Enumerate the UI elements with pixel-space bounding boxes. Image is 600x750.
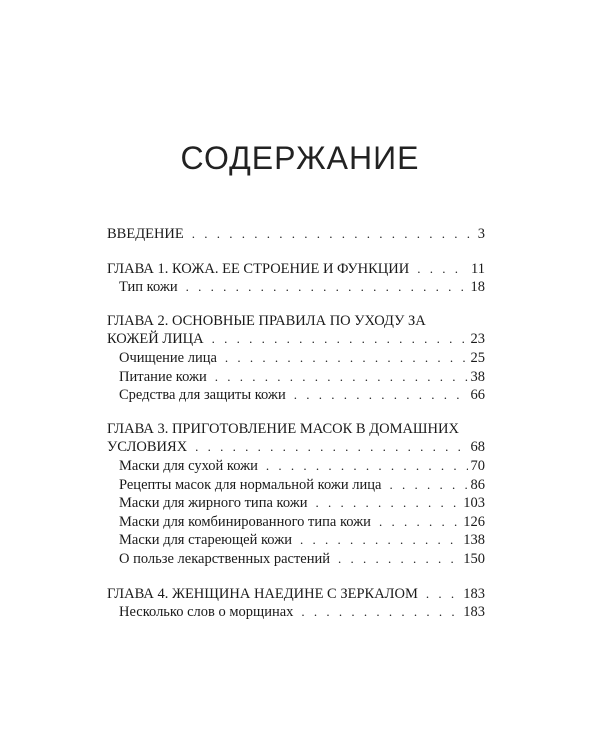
dot-leader xyxy=(195,438,467,456)
toc-entry-label: Питание кожи xyxy=(119,368,207,385)
toc-page-number: 86 xyxy=(470,476,485,493)
toc-entry-label: Средства для защиты кожи xyxy=(119,387,286,404)
toc-page-number: 18 xyxy=(470,279,485,296)
toc-entry[interactable] xyxy=(107,368,485,387)
dot-leader xyxy=(212,330,468,348)
toc-chapter-label: КОЖЕЙ ЛИЦА xyxy=(107,331,204,348)
toc-entry-label: Рецепты масок для нормальной кожи лица xyxy=(119,476,382,493)
dot-leader xyxy=(316,494,461,512)
toc-page-number: 126 xyxy=(463,513,485,530)
toc-chapter-1[interactable] xyxy=(107,260,485,279)
page-title: СОДЕРЖАНИЕ xyxy=(180,140,420,176)
toc-page-number: 66 xyxy=(470,387,485,404)
dot-leader xyxy=(301,603,460,621)
toc-entry-label: Несколько слов о морщинах xyxy=(119,604,294,621)
dot-leader xyxy=(426,585,460,603)
toc-entry[interactable] xyxy=(107,476,485,495)
toc-entry-label: Тип кожи xyxy=(119,279,178,296)
toc-page-number: 25 xyxy=(470,349,485,366)
dot-leader xyxy=(300,531,460,549)
toc-page-number: 103 xyxy=(463,495,485,512)
dot-leader xyxy=(417,260,468,278)
toc-page-number: 23 xyxy=(470,331,485,348)
dot-leader xyxy=(338,550,460,568)
toc-page-number: 68 xyxy=(470,439,485,456)
toc-chapter-label: УСЛОВИЯХ xyxy=(107,439,188,456)
toc-page-number: 3 xyxy=(477,226,485,242)
toc-page-number: 138 xyxy=(463,532,485,549)
toc-page-number: 150 xyxy=(463,550,485,567)
toc-entry-label: Очищение лица xyxy=(119,349,217,366)
toc-entry-label: О пользе лекарственных растений xyxy=(119,550,331,567)
toc-page-number: 183 xyxy=(463,604,485,621)
toc-chapter-label: ГЛАВА 1. КОЖА. ЕЕ СТРОЕНИЕ И ФУНКЦИИ xyxy=(107,260,410,277)
toc-entry-label: Маски для жирного типа кожи xyxy=(119,495,308,512)
toc-entry[interactable] xyxy=(107,349,485,368)
toc-chapter-2-label-line1[interactable]: ГЛАВА 2. ОСНОВНЫЕ ПРАВИЛА ПО УХОДУ ЗА xyxy=(107,312,426,329)
toc-page-number: 38 xyxy=(470,368,485,385)
toc-entry[interactable] xyxy=(107,494,485,513)
dot-leader xyxy=(294,386,468,404)
toc-entry[interactable] xyxy=(107,513,485,532)
dot-leader xyxy=(389,476,467,494)
toc-entry[interactable] xyxy=(107,278,485,297)
dot-leader xyxy=(379,513,460,531)
dot-leader xyxy=(186,278,468,296)
toc-chapter-4[interactable] xyxy=(107,585,485,604)
toc-chapter-label: ГЛАВА 4. ЖЕНЩИНА НАЕДИНЕ С ЗЕРКАЛОМ xyxy=(107,585,418,602)
dot-leader xyxy=(192,225,475,243)
dot-leader xyxy=(215,368,468,386)
toc-entry[interactable] xyxy=(107,550,485,569)
dot-leader xyxy=(225,349,468,367)
toc-chapter-3-label-line1[interactable]: ГЛАВА 3. ПРИГОТОВЛЕНИЕ МАСОК В ДОМАШНИХ xyxy=(107,420,459,437)
toc-page-number: 183 xyxy=(463,585,485,602)
dot-leader xyxy=(266,457,468,475)
toc-entry[interactable] xyxy=(107,531,485,550)
toc-page-number: 11 xyxy=(471,260,485,277)
toc-entry-introduction[interactable] xyxy=(107,225,485,244)
toc-chapter-3[interactable] xyxy=(107,438,485,457)
toc-page-number: 70 xyxy=(470,457,485,474)
toc-entry[interactable] xyxy=(107,386,485,405)
toc-entry-label: Маски для стареющей кожи xyxy=(119,532,292,549)
toc-entry[interactable] xyxy=(107,603,485,622)
toc-entry-label: Маски для комбинированного типа кожи xyxy=(119,513,371,530)
toc-entry[interactable] xyxy=(107,457,485,476)
toc-entry-label: ВВЕДЕНИЕ xyxy=(107,226,184,242)
toc-entry-label: Маски для сухой кожи xyxy=(119,457,258,474)
table-of-contents xyxy=(107,225,485,622)
toc-chapter-2[interactable] xyxy=(107,330,485,349)
